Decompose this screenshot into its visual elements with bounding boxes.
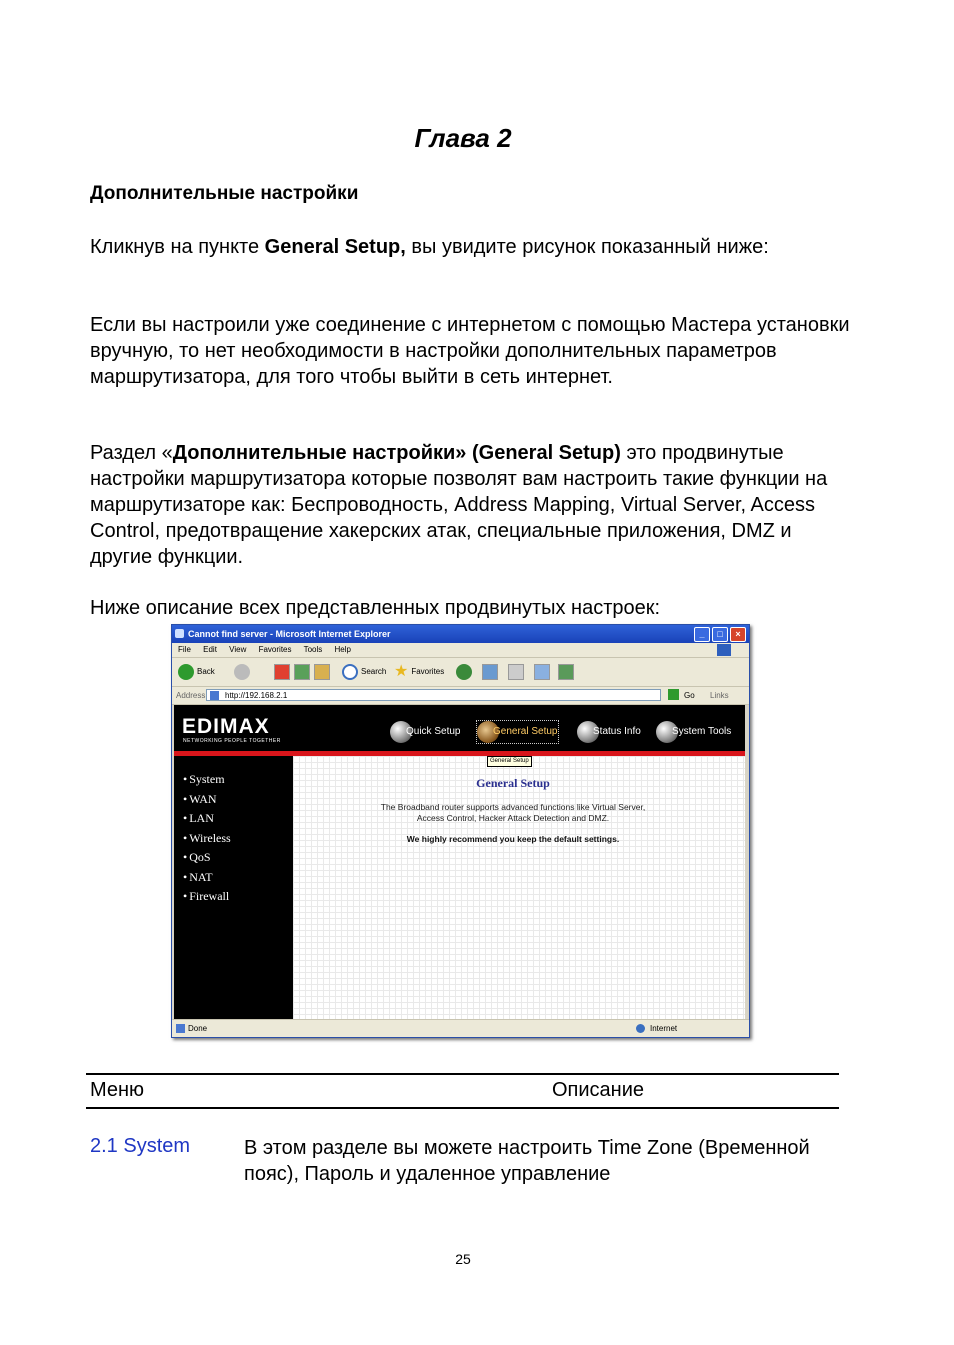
page-icon: [210, 691, 219, 700]
links-label[interactable]: Links: [710, 691, 729, 700]
print-button[interactable]: [508, 662, 524, 682]
menu-help[interactable]: Help: [334, 645, 351, 654]
list-intro: Ниже описание всех представленных продвинутых настроек:: [90, 597, 661, 619]
ie-menu-bar: [172, 643, 749, 658]
chapter-title: Глава 2: [414, 123, 512, 153]
go-label[interactable]: Go: [684, 691, 695, 700]
nav-label: System Tools: [672, 726, 732, 737]
favorites-label: Favorites: [411, 667, 445, 676]
ie-address-bar: [172, 687, 749, 705]
content-recommendation: We highly recommend you keep the default settings.: [406, 834, 620, 844]
back-label: Back: [197, 667, 215, 676]
table-header-rule: [86, 1107, 839, 1109]
edit-button[interactable]: [534, 662, 550, 682]
column-header-description: Описание: [552, 1079, 645, 1101]
router-sidebar: [174, 756, 293, 1019]
router-content: [293, 756, 745, 1019]
windows-flag-icon: [717, 644, 731, 656]
content-title: General Setup: [476, 776, 550, 790]
nav-label: General Setup: [493, 726, 558, 737]
window-title: Cannot find server - Microsoft Internet Explorer: [188, 629, 391, 639]
go-arrow-icon[interactable]: [668, 689, 679, 700]
favorites-star-icon: ★: [394, 663, 409, 680]
sidebar-item-firewall[interactable]: • Firewall: [183, 889, 229, 904]
address-label: Address: [176, 691, 206, 700]
search-label: Search: [361, 667, 387, 676]
menu-tools[interactable]: Tools: [303, 645, 323, 654]
address-input[interactable]: [206, 689, 661, 701]
done-page-icon: [176, 1024, 185, 1033]
ie-title-bar: [172, 625, 749, 643]
content-desc-line: The Broadband router supports advanced functions like Virtual Server,: [380, 802, 646, 812]
ie-toolbar: [172, 658, 749, 687]
home-button[interactable]: [314, 662, 330, 682]
nav-quick-setup[interactable]: [390, 721, 460, 743]
general-setup-paragraph: [90, 440, 850, 570]
table-top-rule: [86, 1073, 839, 1075]
nav-status-info[interactable]: [577, 721, 641, 743]
messenger-icon: [558, 664, 574, 680]
content-description: [293, 802, 733, 824]
gs-text: Раздел «: [90, 442, 173, 464]
ie-icon: [175, 629, 184, 638]
home-icon: [314, 664, 330, 680]
stop-button[interactable]: [274, 662, 290, 682]
browser-screenshot: [171, 624, 750, 1038]
section-title: Дополнительные настройки: [90, 183, 359, 204]
search-icon: [342, 664, 358, 680]
mail-button[interactable]: [482, 662, 498, 682]
minimize-icon[interactable]: _: [694, 627, 710, 642]
menu-view[interactable]: View: [229, 645, 247, 654]
stop-icon: [274, 664, 290, 680]
sidebar-item-wireless[interactable]: • Wireless: [183, 831, 231, 846]
brand-tagline: NETWORKING PEOPLE TOGETHER: [183, 738, 281, 744]
gs-text-end: это продвинутые настройки маршрутизатора которые позволят вам настроить такие функции на маршрутизаторе как: Беспроводность, Address Mapping, Virtual Server, Access Control, предотвращение хакерских атак, специальные приложения, DMZ и другие функции.: [90, 442, 828, 568]
table-row-system-link[interactable]: 2.1 System: [90, 1135, 191, 1157]
print-icon: [508, 664, 524, 680]
wizard-paragraph: Если вы настроили уже соединение с интернетом с помощью Мастера установки вручную, то нет необходимости в настройки дополнительных параметров маршрутизатора, для того чтобы выйти в сеть интернет.: [90, 314, 850, 388]
back-arrow-icon: [178, 664, 194, 680]
table-row-system-description: В этом разделе вы можете настроить Time Zone (Временной пояс), Пароль и удаленное управление: [244, 1137, 810, 1185]
intro-paragraph: [90, 234, 850, 260]
intro-text: Кликнув на пункте: [90, 236, 265, 258]
content-desc-line: Access Control, Hacker Attack Detection and DMZ.: [416, 813, 610, 823]
intro-text-end: вы увидите рисунок показанный ниже:: [405, 236, 769, 258]
forward-button[interactable]: [234, 662, 250, 682]
nav-label: Quick Setup: [406, 726, 461, 737]
close-icon[interactable]: ×: [730, 627, 746, 642]
nav-system-tools[interactable]: [656, 721, 731, 743]
ie-status-bar: [172, 1019, 749, 1037]
gs-bold: Дополнительные настройки» (General Setup): [172, 442, 621, 464]
refresh-icon: [294, 664, 310, 680]
sidebar-item-qos[interactable]: • QoS: [183, 850, 211, 865]
status-done: Done: [188, 1024, 208, 1033]
nav-label: Status Info: [593, 726, 641, 737]
nav-general-setup[interactable]: [477, 721, 558, 743]
nav-tooltip: General Setup: [487, 756, 532, 767]
internet-globe-icon: [636, 1024, 645, 1033]
history-icon: [456, 664, 472, 680]
menu-edit[interactable]: Edit: [203, 645, 217, 654]
column-header-menu: Меню: [90, 1079, 145, 1101]
router-banner: [174, 705, 745, 754]
sidebar-item-nat[interactable]: • NAT: [183, 870, 213, 885]
edimax-logo: EDIMAX: [182, 715, 270, 738]
messenger-button[interactable]: [558, 662, 574, 682]
sidebar-item-wan[interactable]: • WAN: [183, 792, 217, 807]
forward-arrow-icon: [234, 664, 250, 680]
menu-favorites[interactable]: Favorites: [258, 645, 292, 654]
refresh-button[interactable]: [294, 662, 310, 682]
sidebar-item-lan[interactable]: • LAN: [183, 811, 214, 826]
page-number: 25: [455, 1251, 471, 1267]
maximize-icon[interactable]: □: [712, 627, 728, 642]
favorites-button[interactable]: [394, 662, 444, 682]
intro-bold: General Setup,: [264, 236, 406, 258]
sidebar-item-system[interactable]: • System: [183, 772, 225, 787]
history-button[interactable]: [456, 662, 472, 682]
edit-icon: [534, 664, 550, 680]
address-value: http://192.168.2.1: [225, 691, 288, 700]
search-button[interactable]: [342, 662, 386, 682]
menu-file[interactable]: File: [178, 645, 191, 654]
router-page: [174, 705, 745, 1019]
back-button[interactable]: [178, 662, 215, 682]
mail-icon: [482, 664, 498, 680]
status-zone: Internet: [650, 1024, 678, 1033]
